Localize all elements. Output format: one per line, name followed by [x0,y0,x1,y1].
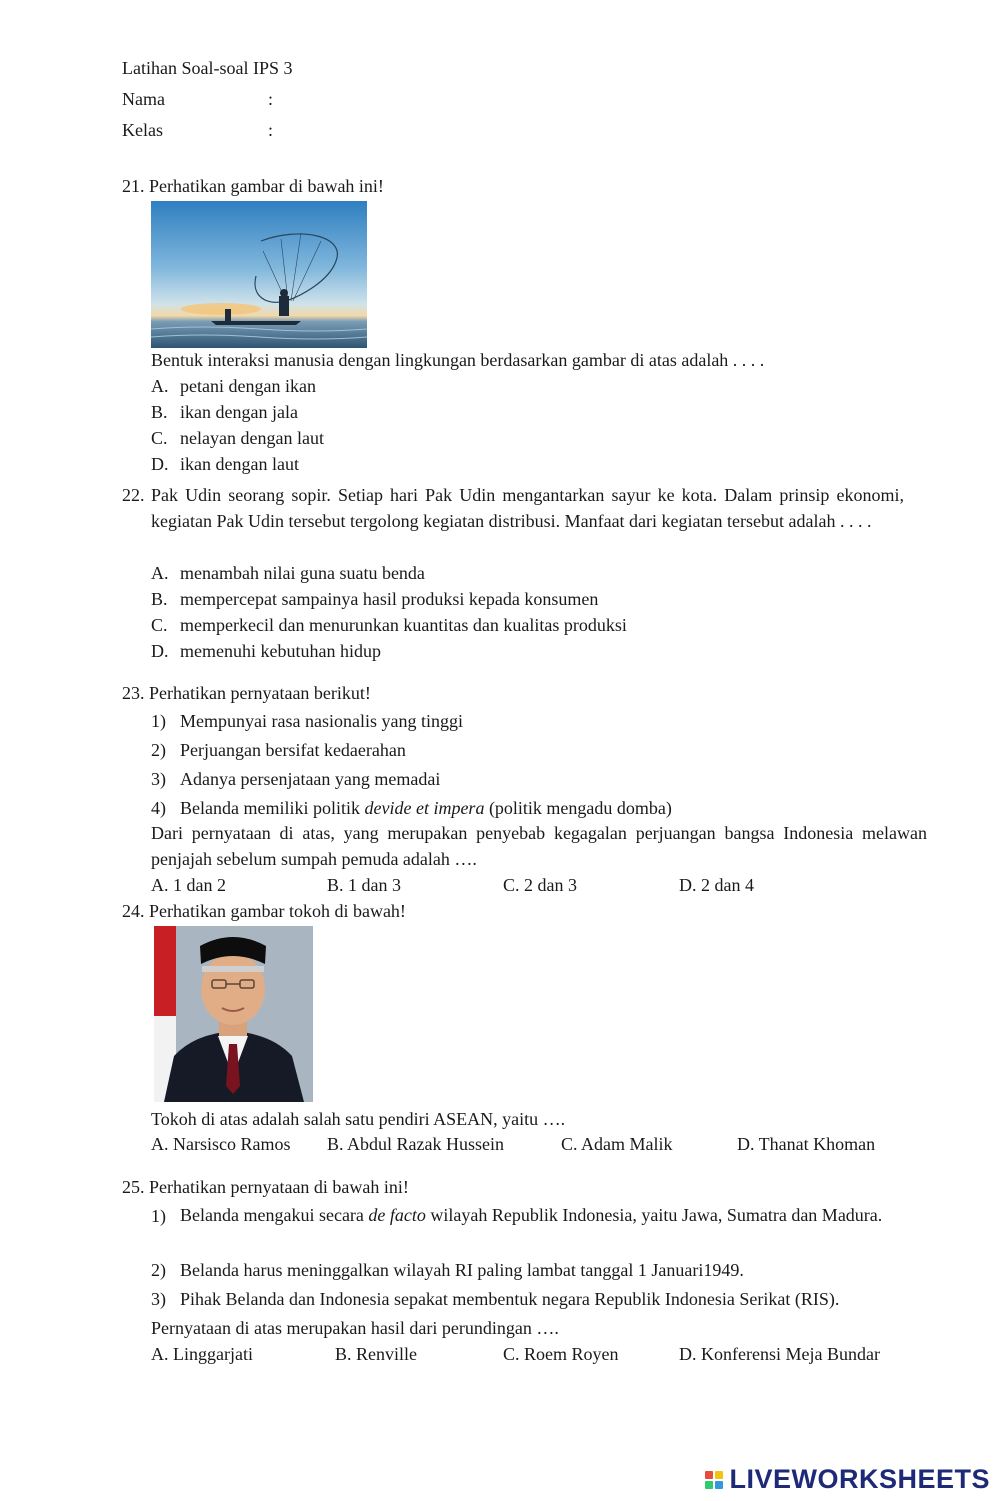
q23-statement-2: Perjuangan bersifat kedaerahan [180,740,406,760]
q23-prompt: 23. Perhatikan pernyataan berikut! [122,683,371,703]
q23-option-a[interactable]: A. 1 dan 2 [151,875,226,895]
q25-statement-3: Pihak Belanda dan Indonesia sepakat membentuk negara Republik Indonesia Serikat (RIS). [180,1289,840,1309]
liveworksheets-grid-icon [705,1471,723,1489]
q22-text: Pak Udin seorang sopir. Setiap hari Pak Udin mengantarkan sayur ke kota. Dalam prinsip ekonomi, kegiatan Pak Udin tersebut tergolong kegiatan distribusi. Manfaat dari kegiatan tersebut adalah . . . . [151,485,904,531]
liveworksheets-logo[interactable] [705,1464,990,1495]
q25-statement-1: Belanda mengakui secara de facto wilayah Republik Indonesia, yaitu Jawa, Sumatra dan Madura. [180,1205,883,1225]
q22-option-c[interactable]: memperkecil dan menurunkan kuantitas dan kualitas produksi [180,615,627,635]
q22-option-d-letter: D. [151,641,169,661]
q24-option-d[interactable]: D. Thanat Khoman [737,1134,876,1154]
q25-prompt: 25. Perhatikan pernyataan di bawah ini! [122,1177,409,1197]
kelas-colon: : [268,120,274,140]
q22-number: 22. [122,485,145,505]
q21-option-c[interactable]: nelayan dengan laut [180,428,324,448]
fisherman-image [151,201,367,348]
q22-option-a[interactable]: menambah nilai guna suatu benda [180,563,425,583]
q24-option-c[interactable]: C. Adam Malik [561,1134,673,1154]
q23-statement-4: Belanda memiliki politik devide et impera (politik mengadu domba) [180,798,672,818]
q23-statement-1: Mempunyai rasa nasionalis yang tinggi [180,711,463,731]
worksheet-title: Latihan Soal-soal IPS 3 [122,58,293,78]
kelas-label: Kelas [122,120,163,140]
q25-option-a[interactable]: A. Linggarjati [151,1344,253,1364]
q25-option-c[interactable]: C. Roem Royen [503,1344,619,1364]
q21-prompt: 21. Perhatikan gambar di bawah ini! [122,176,384,196]
q23-option-c[interactable]: C. 2 dan 3 [503,875,577,895]
q25-stem: Pernyataan di atas merupakan hasil dari perundingan …. [151,1318,559,1338]
q22-option-b[interactable]: mempercepat sampainya hasil produksi kepada konsumen [180,589,599,609]
q21-stem: Bentuk interaksi manusia dengan lingkungan berdasarkan gambar di atas adalah . . . . [151,350,765,370]
q24-option-a[interactable]: A. Narsisco Ramos [151,1134,291,1154]
q25-option-b[interactable]: B. Renville [335,1344,417,1364]
q23-stem: Dari pernyataan di atas, yang merupakan penyebab kegagalan perjuangan bangsa Indonesia melawan penjajah sebelum sumpah pemuda adalah …. [151,823,927,869]
q25-statement-1-num: 1) [151,1206,166,1226]
q23-option-d[interactable]: D. 2 dan 4 [679,875,754,895]
nama-colon: : [268,89,274,109]
q24-stem: Tokoh di atas adalah salah satu pendiri ASEAN, yaitu …. [151,1109,566,1129]
q21-option-c-letter: C. [151,428,168,448]
brand-text: LIVEWORKSHEETS [729,1464,990,1494]
q25-option-d[interactable]: D. Konferensi Meja Bundar [679,1344,880,1364]
q25-statement-2-num: 2) [151,1260,166,1280]
q22-option-b-letter: B. [151,589,168,609]
q23-statement-2-num: 2) [151,740,166,760]
q25-statement-2: Belanda harus meninggalkan wilayah RI paling lambat tanggal 1 Januari1949. [180,1260,744,1280]
q21-option-b[interactable]: ikan dengan jala [180,402,298,422]
q21-option-d[interactable]: ikan dengan laut [180,454,299,474]
q23-statement-3: Adanya persenjataan yang memadai [180,769,441,789]
q22-option-c-letter: C. [151,615,168,635]
q25-statement-3-num: 3) [151,1289,166,1309]
portrait-image [154,926,313,1102]
q21-option-b-letter: B. [151,402,168,422]
q21-option-a-letter: A. [151,376,169,396]
q23-statement-1-num: 1) [151,711,166,731]
q24-option-b[interactable]: B. Abdul Razak Hussein [327,1134,504,1154]
q22-option-d[interactable]: memenuhi kebutuhan hidup [180,641,381,661]
q23-statement-4-num: 4) [151,798,166,818]
q21-option-d-letter: D. [151,454,169,474]
q23-option-b[interactable]: B. 1 dan 3 [327,875,401,895]
q24-prompt: 24. Perhatikan gambar tokoh di bawah! [122,901,406,921]
q22-option-a-letter: A. [151,563,169,583]
q21-option-a[interactable]: petani dengan ikan [180,376,316,396]
nama-label: Nama [122,89,165,109]
q23-statement-3-num: 3) [151,769,166,789]
